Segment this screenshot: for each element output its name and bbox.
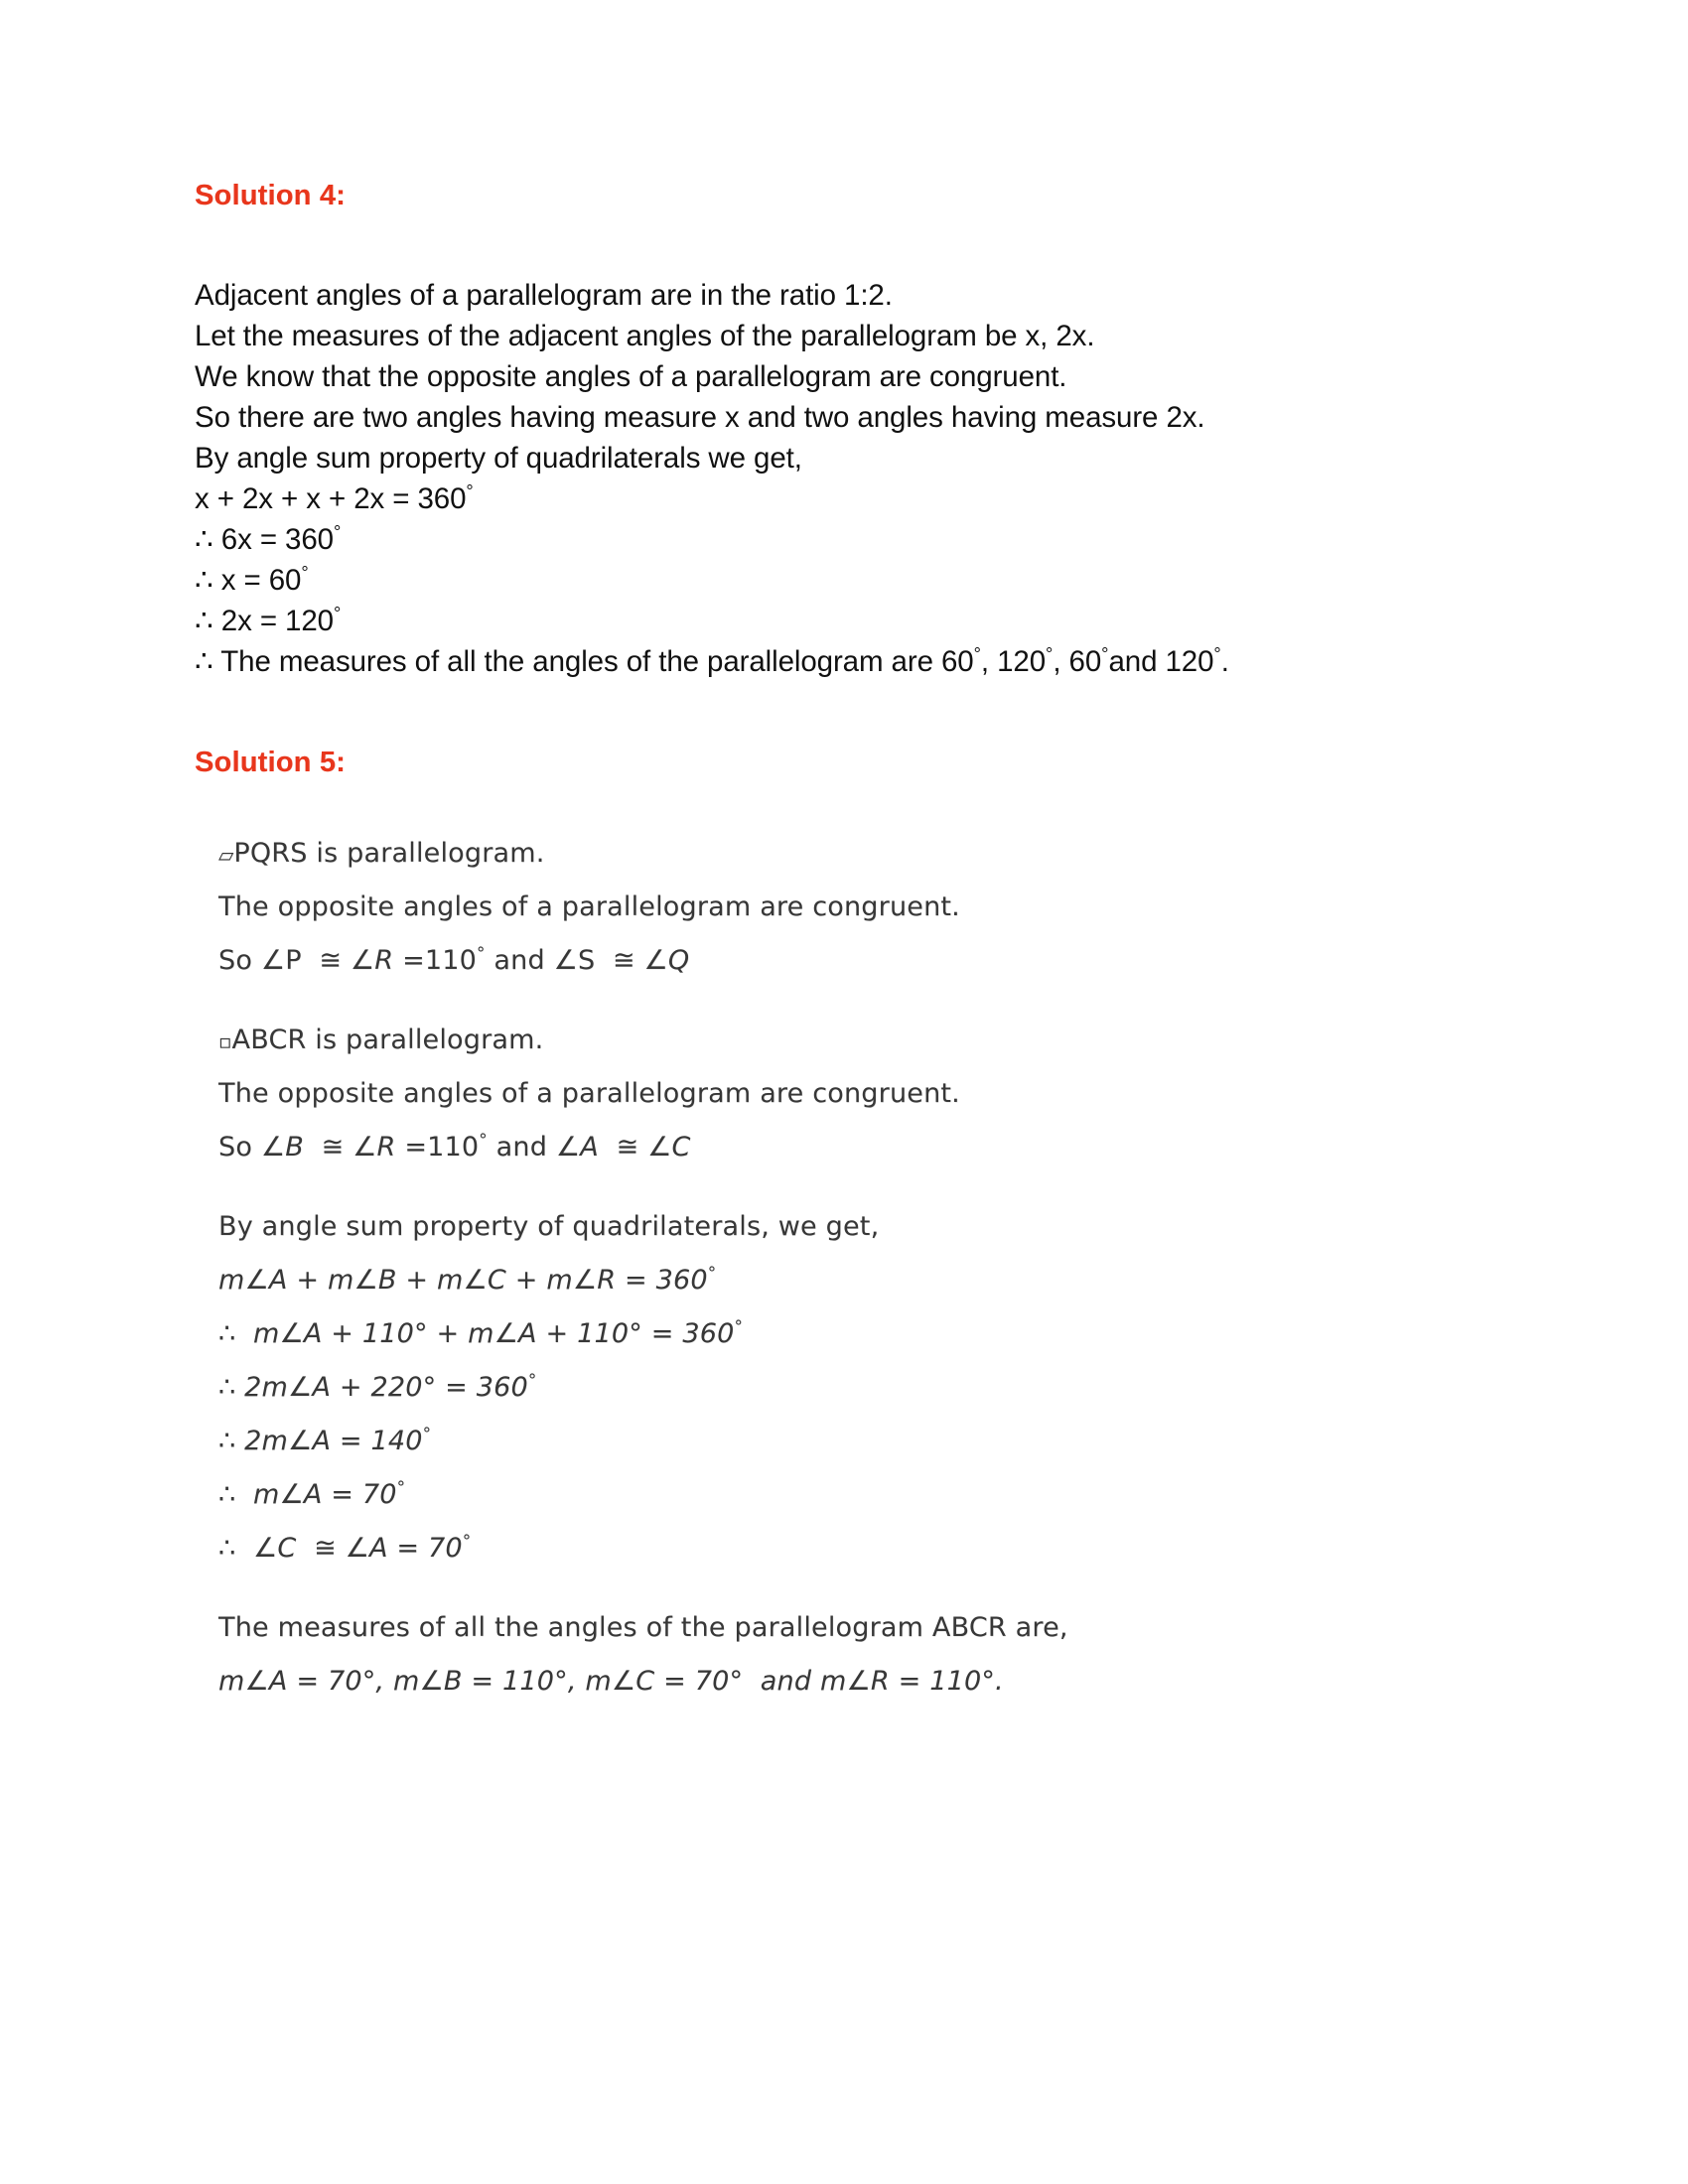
document-content (195, 179, 1485, 1721)
equation-3-text: x = 60 (220, 563, 302, 597)
conclusion-values-2: , 60 (1053, 644, 1102, 678)
solution-5-equation-5 (218, 1476, 1485, 1510)
degree-symbol: ° (333, 520, 342, 542)
degree-symbol: ° (333, 602, 342, 623)
congruence-2-h: ≅ (598, 1131, 648, 1162)
conclusion-values: , 120 (980, 644, 1047, 678)
equation-4-prefix: ∴ (195, 604, 221, 637)
solution-4-body (195, 275, 1485, 682)
solution-5-pqrs-statement (218, 837, 1485, 869)
degree-symbol: ° (527, 1369, 537, 1390)
degree-symbol: ° (422, 1423, 432, 1443)
congruence-1-c: =110 (393, 944, 478, 976)
congruence-2-c: ≅ (303, 1131, 353, 1162)
conclusion-tail: and 120 (1108, 644, 1214, 678)
equation-2-text: ∴ m∠A + 110° + m∠A + 110° = 360 (218, 1317, 735, 1349)
solution-4-heading: Solution 4: (195, 180, 347, 211)
degree-symbol: ° (477, 942, 486, 963)
solution-5-equation-2 (218, 1315, 1485, 1349)
congruence-1-a: So ∠P ≅ (218, 944, 351, 976)
degree-symbol: ° (1046, 642, 1054, 664)
equation-2-prefix: ∴ (195, 522, 221, 556)
conclusion-prefix: ∴ (195, 644, 221, 678)
degree-symbol: ° (466, 479, 474, 501)
degree-symbol: ° (1213, 642, 1221, 664)
solution-5-equation-1 (218, 1262, 1485, 1296)
equation-3-prefix: ∴ (195, 563, 221, 597)
degree-symbol: ° (1101, 642, 1109, 664)
solution-5-heading: Solution 5: (195, 746, 347, 778)
abcr-statement-text: ABCR is parallelogram. (231, 1024, 544, 1055)
solution-4-line-1: Adjacent angles of a parallelogram are in the ratio 1:2. (195, 278, 893, 312)
congruence-1-d: and ∠S ≅ (485, 944, 644, 976)
equation-1-text: x + 2x + x + 2x = 360 (195, 481, 467, 515)
equation-1-text: m∠A + m∠B + m∠C + m∠R = 360 (218, 1264, 708, 1296)
congruence-1-e: ∠Q (643, 944, 690, 976)
solution-4-line-5: By angle sum property of quadrilaterals we get, (195, 441, 802, 475)
degree-symbol: ° (396, 1476, 406, 1497)
solution-4-line-3: We know that the opposite angles of a parallelogram are congruent. (195, 359, 1067, 393)
equation-6-text: ∴ ∠C ≅ ∠A = 70 (218, 1532, 463, 1564)
degree-symbol: ° (479, 1129, 488, 1150)
degree-symbol: ° (973, 642, 981, 664)
solution-4-equation-3 (195, 560, 1485, 601)
solution-5-abcr-congruence (218, 1129, 1485, 1162)
solution-5-equation-3 (218, 1369, 1485, 1403)
solution-4-conclusion (195, 641, 1485, 682)
congruence-2-b: ∠B (260, 1131, 304, 1162)
block-spacer (218, 1588, 1485, 1614)
solution-5-pqrs-congruence (218, 942, 1485, 976)
conclusion-text: The measures of all the angles of the parallelogram are 60 (220, 644, 974, 678)
congruence-2-f: and (487, 1131, 556, 1162)
solution-4-equation-4 (195, 601, 1485, 641)
congruence-1-b: ∠R (350, 944, 394, 976)
pqrs-statement-text: PQRS is parallelogram. (233, 837, 545, 869)
solution-4-equation-1 (195, 478, 1485, 519)
degree-symbol: ° (301, 561, 309, 583)
conclusion-end: . (1220, 644, 1229, 678)
solution-5-conclusion-values: m∠A = 70°, m∠B = 110°, m∠C = 70° and m∠R = 110°. (218, 1665, 1004, 1697)
equation-5-text: ∴ m∠A = 70 (218, 1478, 397, 1510)
degree-symbol: ° (734, 1315, 744, 1336)
equation-3-text: ∴ 2m∠A + 220° = 360 (218, 1371, 528, 1403)
solution-4-line-2: Let the measures of the adjacent angles of the parallelogram be x, 2x. (195, 319, 1095, 352)
solution-5-abcr-statement (218, 1026, 1485, 1053)
parallelogram-icon: ▫ (218, 1028, 232, 1053)
solution-5-body (195, 837, 1485, 1697)
congruence-2-i: ∠C (647, 1131, 691, 1162)
solution-5-equation-4 (218, 1423, 1485, 1456)
equation-4-text: 2x = 120 (220, 604, 334, 637)
solution-5-conclusion-intro: The measures of all the angles of the parallelogram ABCR are, (218, 1611, 1068, 1643)
solution-5-opposite-angles-2: The opposite angles of a parallelogram are congruent. (218, 1077, 960, 1109)
congruence-2-a: So (218, 1131, 261, 1162)
congruence-2-d: ∠R (352, 1131, 396, 1162)
solution-5-opposite-angles-1: The opposite angles of a parallelogram are congruent. (218, 890, 960, 922)
solution-4-line-4: So there are two angles having measure x and two angles having measure 2x. (195, 400, 1205, 434)
congruence-2-e: =110 (395, 1131, 480, 1162)
equation-2-text: 6x = 360 (220, 522, 334, 556)
equation-4-text: ∴ 2m∠A = 140 (218, 1425, 423, 1456)
degree-symbol: ° (707, 1262, 717, 1283)
solution-5-angle-sum-intro: By angle sum property of quadrilaterals, we get, (218, 1210, 880, 1242)
congruence-2-g: ∠A (555, 1131, 599, 1162)
parallelogram-icon: ▱ (218, 842, 234, 867)
degree-symbol: ° (462, 1530, 472, 1551)
solution-4-equation-2 (195, 519, 1485, 560)
block-spacer (218, 1187, 1485, 1213)
block-spacer (218, 1001, 1485, 1026)
solution-5-equation-6 (218, 1530, 1485, 1564)
